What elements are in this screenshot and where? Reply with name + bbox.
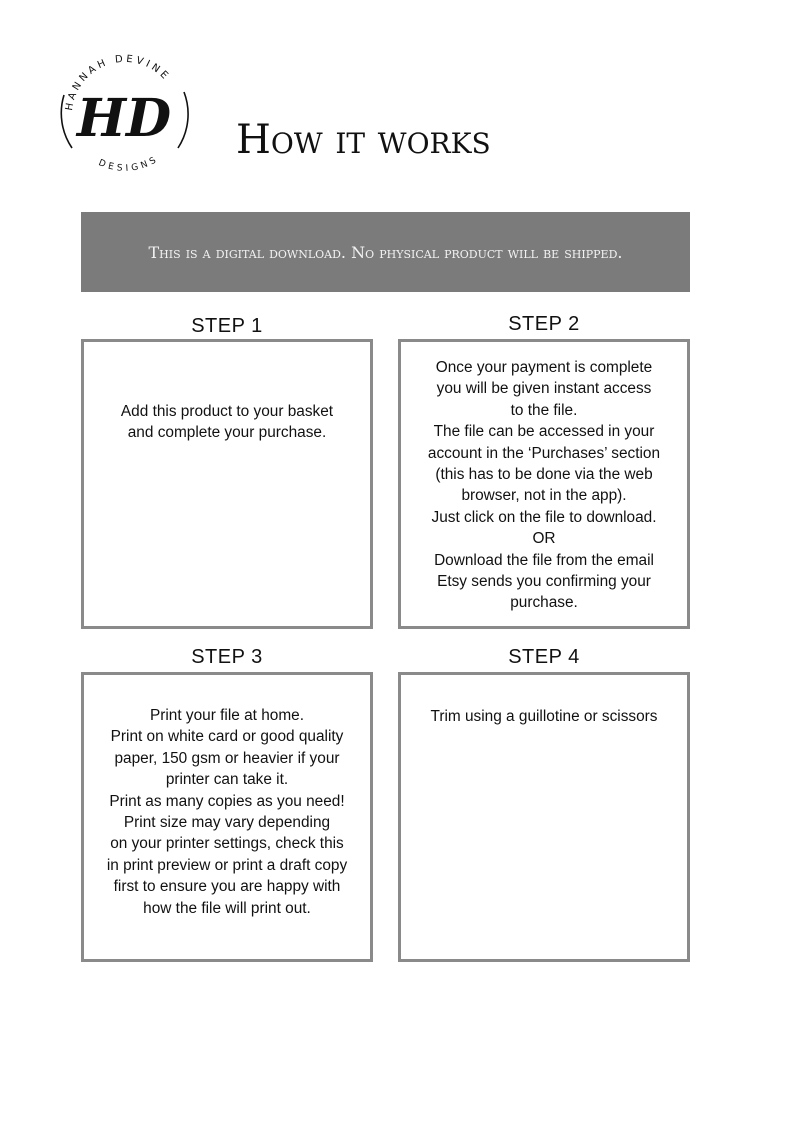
step-2-line: Once your payment is complete [435,359,653,376]
step-4-box [398,672,690,962]
step-3-line: Print your file at home. [150,707,304,724]
step-3-line: paper, 150 gsm or heavier if your [114,749,340,767]
step-3-line: Print as many copies as you need! [109,792,345,810]
step-2-line: Download the file from the email [434,551,654,569]
step-2-box [398,339,690,629]
step-2-line: (this has to be done via the web [435,466,653,484]
logo-arc-bottom-text: DESIGNS [96,154,161,174]
step-3-line: on your printer settings, check this [110,835,344,853]
step-1-box [81,339,373,629]
step-3-line: printer can take it. [165,771,289,789]
step-2-line: Just click on the file to download. [431,508,657,526]
brand-logo [50,40,200,190]
step-1-line: and complete your purchase. [127,424,327,442]
step-2-line: you will be given instant access [436,380,652,398]
step-2-line: Etsy sends you confirming your [437,573,651,591]
step-1-line: Add this product to your basket [120,403,334,420]
step-2-text [401,357,687,614]
digital-download-banner [81,212,690,292]
step-4-text [401,706,687,727]
step-1-heading: STEP 1 [191,315,263,337]
step-3-line: first to ensure you are happy with [113,878,341,896]
logo-right-arc [178,92,188,148]
step-3-box [81,672,373,962]
step-2-heading: STEP 2 [508,313,580,335]
logo-graphic [50,40,200,190]
banner-text: This is a digital download. No physical product will be shipped. [148,242,623,262]
step-2-line: to the file. [510,401,578,419]
step-3-line: Print on white card or good quality [110,728,344,746]
step-3-line: how the file will print out. [143,899,311,917]
step-2-line: purchase. [510,594,578,612]
logo-arc-top-text: HANNAH DEVINE [64,53,173,112]
logo-monogram: HD [76,88,172,149]
step-2-line: OR [532,530,556,548]
step-2-line: browser, not in the app). [461,487,627,505]
step-3-line: in print preview or print a draft copy [106,856,348,874]
step-2-line: account in the ‘Purchases’ section [427,444,661,462]
step-3-heading: STEP 3 [191,646,263,668]
step-4-heading: STEP 4 [508,646,580,668]
step-3-line: Print size may vary depending [123,814,331,832]
step-3-text [84,705,370,919]
step-1-text [84,401,370,444]
step-2-line: The file can be accessed in your [433,423,655,441]
step-4-line: Trim using a guillotine or scissors [430,708,658,725]
page-title: How it works [236,117,491,163]
